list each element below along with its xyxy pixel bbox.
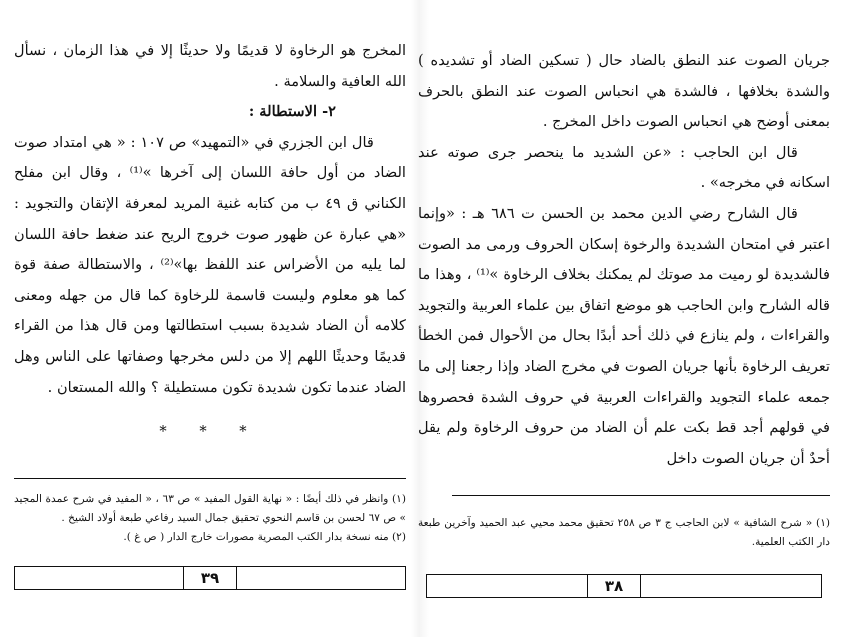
- left-footnote-2: (٢) منه نسخة بدار الكتب المصرية مصورات خارج الدار ( ص غ ).: [123, 531, 406, 543]
- right-paragraph-1: جريان الصوت عند النطق بالضاد حال ( تسكين الضاد أو تشديده ) والشدة بخلافها ، فالشدة هي انحباس الصوت عند النطق بالحرف بمعنى أوضح هي انحباس الصوت داخل المخرج .: [418, 52, 830, 131]
- page-number: ٣٩: [183, 567, 237, 589]
- right-footnote-1: (١) « شرح الشافية » لابن الحاجب ج ٣ ص ٢٥٨ تحقيق محمد محيي عبد الحميد وآخرين طبعة دار الكتب العلمية.: [418, 517, 831, 548]
- page-number: ٣٨: [587, 575, 641, 597]
- footnote-separator: [452, 495, 830, 496]
- left-paragraph-1: المخرج هو الرخاوة لا قديمًا ولا حديثًا إلا في هذا الزمان ، نسأل الله العافية والسلامة .: [14, 42, 406, 90]
- right-page: [418, 0, 830, 637]
- right-paragraph-3: قال الشارح رضي الدين محمد بن الحسن ت ٦٨٦ هـ : «وإنما اعتبر في امتحان الشديدة والرخوة إسكان الحروف ورمى مد الصوت فالشديدة لو رميت مد صوتك لم يمكنك بخلاف الرخاوة »⁽¹⁾ ، وهذا ما قاله الشارح وابن الحاجب هو موضع اتفاق بين علماء العربية والتجويد والقراءات ، ولم ينازع في ذلك أحد أبدًا بحال من الأحوال فمن الخطأ تعريف الرخاوة بأنها جريان الصوت في مخرج الضاد وإذا رجعنا إلى ما جمعه علماء التجويد والقراءات العربية في حروف الشدة فحصروها في قولهم أجد قط بكت علم أن الضاد من حروف الرخاوة ولم يقل أحدٌ أن جريان الصوت داخل: [418, 204, 830, 467]
- left-page: [14, 0, 406, 637]
- right-footnotes: [418, 514, 830, 552]
- left-footnotes: [14, 490, 406, 547]
- section-end-stars: * * *: [159, 423, 261, 441]
- page-number-frame: [14, 566, 406, 590]
- right-paragraph-2: قال ابن الحاجب : «عن الشديد ما ينحصر جرى صوته عند اسكانه في مخرجه» .: [418, 143, 830, 192]
- right-page-body: [418, 46, 830, 474]
- footnote-separator: [14, 478, 406, 479]
- section-heading: ٢- الاستطالة :: [248, 103, 336, 121]
- page-number-frame: [426, 574, 822, 598]
- left-paragraph-2: قال ابن الجزري في «التمهيد» ص ١٠٧ : « هي امتداد صوت الضاد من أول حافة اللسان إلى آخرها »⁽¹⁾ ، وقال ابن مفلح الكناني ق ٤٩ ب من كتابه غنية المريد لمعرفة الإتقان والتجويد : «هي عبارة عن ظهور صوت خروج الريح عند ضغط حافة اللسان لما يليه من الأضراس عند اللفظ بها»⁽²⁾ ، والاستطالة صفة قوة كما هو معلوم وليست قاسمة للرخاوة كما قال من جهله ومعنى كلامه أن الضاد شديدة بسبب استطالتها ومن قال هذا من القراء قديمًا وحديثًا اللهم إلا من دلس مخرجها وصفاتها على الناس وهل الضاد عندما تكون شديدة تكون مستطيلة ؟ والله المستعان .: [14, 133, 406, 396]
- left-footnote-1: (١) وانظر في ذلك أيضًا : « نهاية القول المفيد » ص ٦٣ ، « المفيد في شرح عمدة المجيد » ص ٦٧ لحسن بن قاسم النحوي تحقيق جمال السيد رفاعي طبعة أولاد الشيخ .: [14, 493, 406, 524]
- left-page-body: [14, 36, 406, 448]
